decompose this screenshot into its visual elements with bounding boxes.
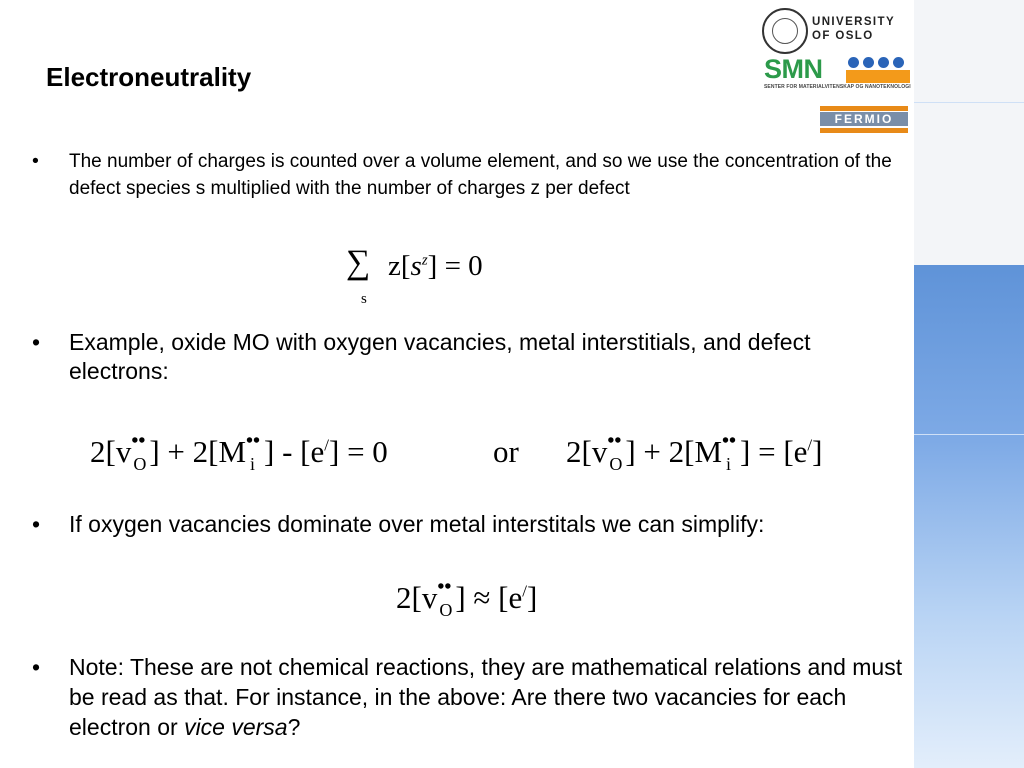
eq2-plus: ] + 2[M [149, 434, 247, 469]
double-dot-icon: •• [437, 576, 452, 598]
eq1-rest: ] = 0 [427, 250, 483, 282]
fermio-logo-text: FERMIO [820, 112, 908, 126]
bullet-text: Example, oxide MO with oxygen vacancies, metal interstitials, and defect electrons: [69, 329, 811, 384]
eq1-z: z[ [388, 250, 411, 282]
bullet-item [32, 328, 904, 386]
eq4-lhs: 2[v [396, 580, 438, 615]
bullet-item [32, 148, 904, 202]
smn-dot [893, 57, 904, 68]
eq2-lhs: 2[v [90, 434, 132, 469]
bullet-item [32, 510, 904, 539]
smn-dots [848, 57, 910, 69]
smn-dot [848, 57, 859, 68]
eq3-plus: ] + 2[M [625, 434, 723, 469]
equation-sum-symbol: ∑ [346, 244, 371, 281]
fermio-logo [820, 106, 908, 134]
slide-title: Electroneutrality [46, 62, 252, 92]
eq2-sub-i: i [250, 454, 256, 474]
double-dot-icon: •• [246, 430, 261, 452]
eq4-approx: ] ≈ [e [455, 580, 523, 615]
eq4-prime: / [522, 581, 527, 601]
eq3-prime: / [807, 435, 813, 455]
bullet-marker: • [32, 150, 39, 172]
eq3-end: ] [812, 434, 823, 469]
eq1-s: s [410, 250, 422, 282]
eq2-sub-o: O [133, 454, 147, 474]
bullet-marker: • [32, 511, 41, 537]
strip-top-panel [914, 0, 1024, 265]
smn-dot [863, 57, 874, 68]
eq3-lhs: 2[v [566, 434, 608, 469]
equation-sum-subscript: s [361, 291, 367, 307]
bullet-marker: • [32, 654, 41, 680]
bullet-text-italic: vice versa [184, 714, 288, 740]
equation-electroneutrality [388, 250, 483, 283]
bullet-text: If oxygen vacancies dominate over metal interstitals we can simplify: [69, 511, 765, 537]
equation-or-text: or [493, 434, 519, 469]
equation-neutrality-rearranged [566, 430, 823, 474]
bullet-text [69, 652, 904, 742]
eq4-end: ] [526, 580, 538, 615]
bullet-text: The number of charges is counted over a volume element, and so we use the concentration of the defect species s multiplied with the number of charges z per defect [69, 151, 892, 199]
strip-bottom-panel [914, 265, 1024, 768]
decorative-side-strip [914, 0, 1024, 768]
double-dot-icon: •• [722, 430, 737, 452]
eq3-sub-o: O [609, 454, 623, 474]
uio-seal-logo [762, 8, 808, 54]
double-dot-icon: •• [131, 430, 146, 452]
eq1-sup: z [421, 252, 428, 269]
bullet-marker: • [32, 329, 41, 355]
eq2-minus: ] - [e [264, 434, 325, 469]
smn-orange-bar [846, 70, 910, 83]
strip-divider [914, 102, 1024, 103]
fermio-top-bar [820, 106, 908, 111]
eq4-sub-o: O [439, 600, 453, 620]
fermio-bottom-bar [820, 128, 908, 133]
eq2-prime: / [324, 435, 329, 455]
smn-dot [878, 57, 889, 68]
uio-line1: UNIVERSITY [812, 16, 896, 28]
uio-line2: OF OSLO [812, 30, 874, 42]
bullet-text-end: ? [287, 714, 301, 740]
equation-full-neutrality [90, 430, 388, 474]
bullet-item [32, 652, 904, 742]
eq3-eq: ] = [e [740, 434, 808, 469]
equation-simplified [396, 576, 538, 620]
smn-subtitle: SENTER FOR MATERIALVITENSKAP OG NANOTEKNOLOGI [764, 84, 911, 90]
uio-logo-text [812, 15, 895, 43]
double-dot-icon: •• [607, 430, 622, 452]
eq2-end: ] = 0 [329, 434, 388, 469]
smn-logo-text: SMN [764, 54, 823, 84]
strip-divider [914, 434, 1024, 435]
bullet-text-part: Note: These are not chemical reactions, they are mathematical relations and must be read as that. For instance, in the above: Are there two vacancies for each electron or [69, 654, 903, 740]
eq3-sub-i: i [726, 454, 732, 474]
